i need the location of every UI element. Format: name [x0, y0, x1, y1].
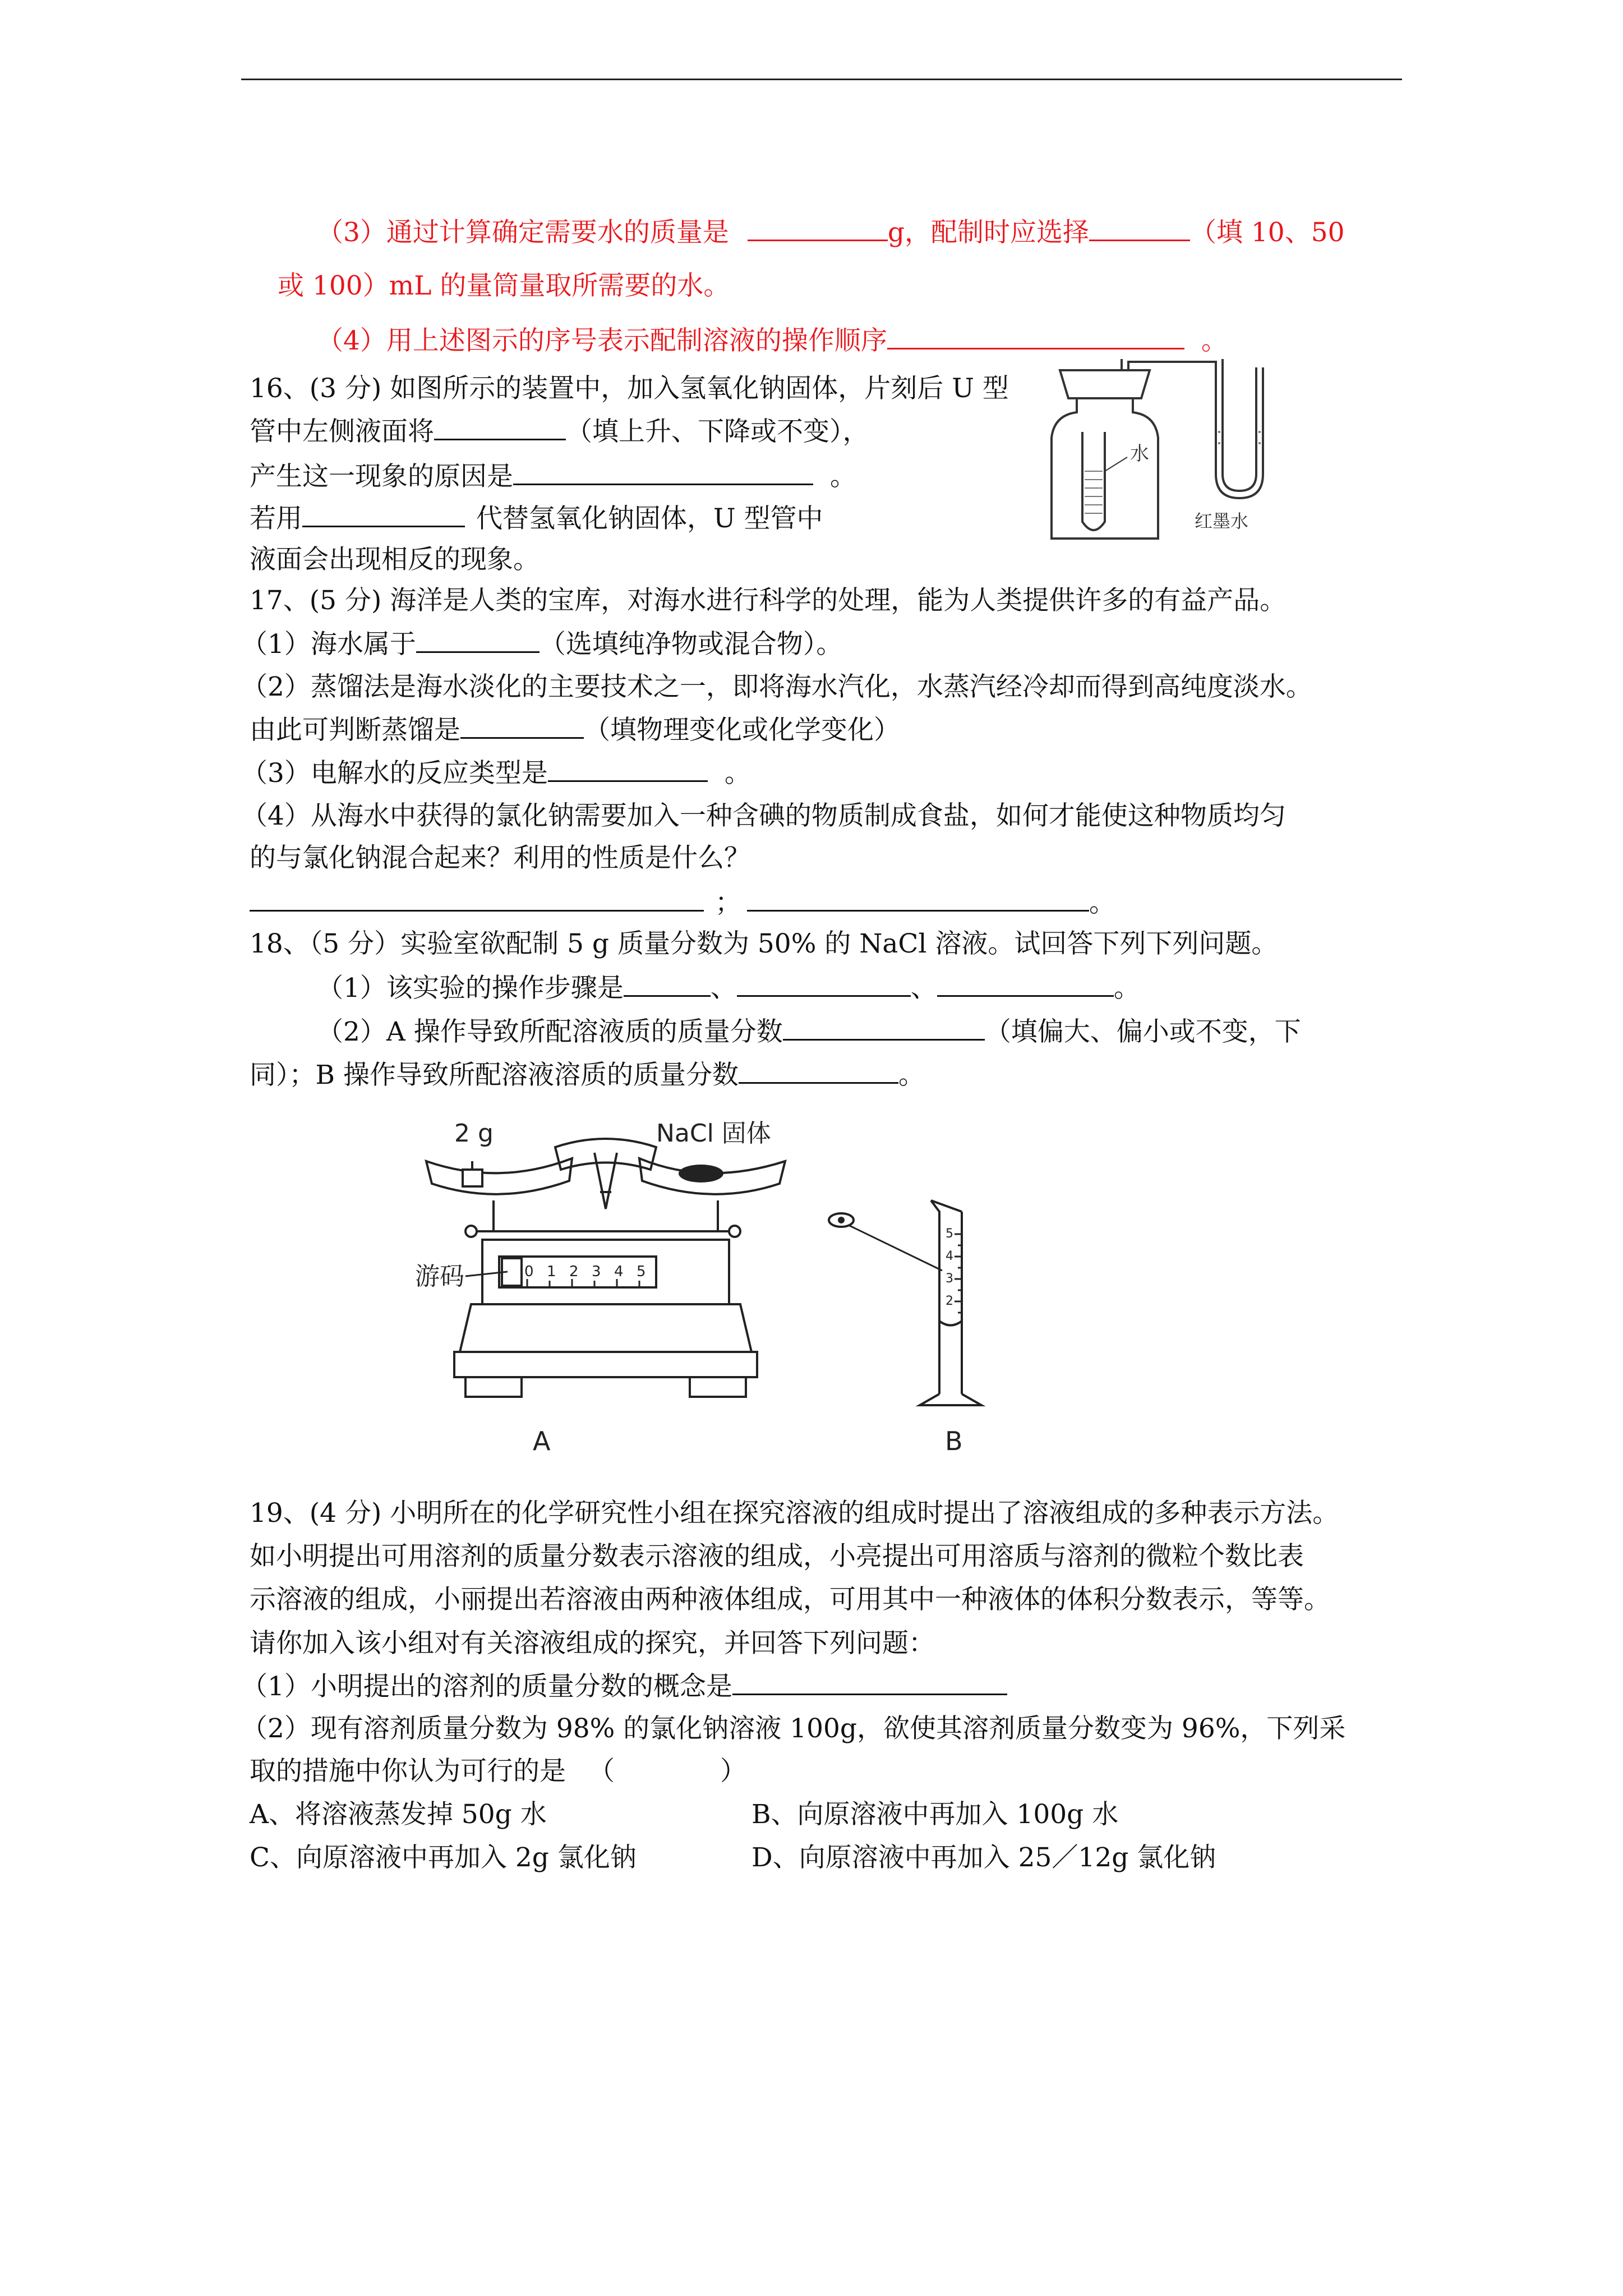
q19-line3: 示溶液的组成，小丽提出若溶液由两种液体组成，可用其中一种液体的体积分数表示，等等。 [250, 1584, 1330, 1615]
weight-2g [463, 1170, 482, 1186]
q18-l4-text: 同）；B 操作导致所配溶液溶质的质量分数 [250, 1060, 739, 1091]
q19-answer-paren[interactable]: （ ） [588, 1756, 746, 1787]
answer-blank[interactable] [624, 970, 711, 997]
q18-line3 [317, 1014, 1301, 1049]
q17-line7: 的与氯化钠混合起来？利用的性质是什么？ [250, 843, 750, 873]
water-label: 水 [1130, 443, 1149, 465]
scale-tick-label: 3 [592, 1263, 601, 1280]
q17-line2 [241, 627, 842, 661]
q17-line3: （2）蒸馏法是海水淡化的主要技术之一，即将海水汽化，水蒸汽经冷却而得到高纯度淡水。 [241, 671, 1312, 702]
q18-line1: 18、（5 分）实验室欲配制 5 g 质量分数为 50% 的 NaCl 溶液。试回答下列下列问题。 [250, 928, 1278, 959]
q18-l2-sep: 、 [710, 973, 737, 1004]
cylinder-mark: 2 [946, 1294, 953, 1308]
graduated-cylinder-figure [819, 1195, 1021, 1464]
q18-l3-text: （2）A 操作导致所配溶液质的质量分数 [317, 1016, 783, 1047]
q17-l8-end: 。 [1089, 887, 1115, 918]
header-rule [241, 79, 1402, 80]
rider-label: 游码 [415, 1262, 464, 1291]
bottle-u-tube-figure [1038, 359, 1273, 550]
q19-l5-text: （1）小明提出的溶剂的质量分数的概念是 [241, 1671, 732, 1702]
q16-l3-end: 。 [830, 461, 856, 492]
q17-l4-text: 由此可判断蒸馏是 [250, 715, 460, 746]
q16-line3 [250, 459, 856, 494]
q19-line6: （2）现有溶剂质量分数为 98% 的氯化钠溶液 100g，欲使其溶剂质量分数变为 96%，下列采 [241, 1713, 1346, 1744]
answer-blank[interactable] [460, 712, 584, 739]
q16-l2-text: 管中左侧液面将 [250, 416, 434, 447]
cylinder-mark: 4 [946, 1249, 953, 1263]
option-b[interactable]: B、向原溶液中再加入 100g 水 [751, 1799, 1119, 1830]
answer-blank[interactable] [513, 459, 813, 485]
q18-l2-sep: 、 [910, 973, 937, 1004]
q17-line4 [250, 712, 900, 747]
q17-line5 [241, 756, 751, 790]
answer-blank[interactable] [739, 1057, 898, 1084]
q19-l7-text: 取的措施中你认为可行的是 [250, 1756, 566, 1787]
answer-blank[interactable] [783, 1014, 985, 1041]
q15-line3-cont: 或 100）mL 的量筒量取所需要的水。 [278, 270, 730, 301]
answer-blank[interactable] [434, 414, 566, 440]
q19-line5 [241, 1669, 1007, 1704]
q15-p3-text3: （填 10、50 [1189, 217, 1345, 248]
answer-blank[interactable] [737, 970, 911, 997]
q16-l3-text: 产生这一现象的原因是 [250, 461, 513, 492]
q18-l2-end: 。 [1113, 973, 1140, 1004]
answer-blank[interactable] [747, 885, 1089, 912]
q15-p3-text: （3）通过计算确定需要水的质量是 [317, 217, 729, 248]
answer-blank[interactable] [416, 627, 540, 653]
q15-line4 [317, 323, 1228, 358]
q18-l4-end: 。 [898, 1060, 925, 1091]
option-a[interactable]: A、将溶液蒸发掉 50g 水 [250, 1799, 547, 1830]
stopper [1060, 370, 1150, 398]
q16-l2-text2: （填上升、下降或不变）， [566, 416, 869, 447]
option-d[interactable]: D、向原溶液中再加入 25／12g 氯化钠 [751, 1842, 1216, 1873]
q16-line2 [250, 414, 869, 449]
q15-p3-text2: g，配制时应选择 [887, 217, 1089, 248]
q15-p4-end: 。 [1201, 325, 1228, 356]
q19-line1: 19、(4 分) 小明所在的化学研究性小组在探究溶液的组成时提出了溶液组成的多种表示方法。 [250, 1498, 1339, 1529]
q15-line3 [317, 215, 1345, 250]
q16-l4-text2: 代替氢氧化钠固体，U 型管中 [476, 503, 823, 534]
weight-label: 2 g [454, 1119, 494, 1148]
q16-line5: 液面会出现相反的现象。 [250, 544, 540, 575]
left-pan [426, 1158, 572, 1194]
nacl-label: NaCl 固体 [656, 1119, 771, 1148]
scale-tick-label: 5 [637, 1263, 646, 1280]
scale-tick-label: 0 [524, 1263, 534, 1280]
q18-l2-text: （1）该实验的操作步骤是 [317, 973, 624, 1004]
red-ink-label: 红墨水 [1195, 510, 1249, 532]
q19-line2: 如小明提出可用溶剂的质量分数表示溶液的组成，小亮提出可用溶质与溶剂的微粒个数比表 [250, 1541, 1304, 1572]
q16-line4 [250, 501, 823, 536]
q17-line8 [250, 885, 1115, 920]
q17-l4-text2: （填物理变化或化学变化） [584, 715, 900, 746]
option-c[interactable]: C、向原溶液中再加入 2g 氯化钠 [250, 1842, 637, 1873]
scale-tick-label: 4 [614, 1263, 624, 1280]
q16-line1: 16、(3 分) 如图所示的装置中，加入氢氧化钠固体，片刻后 U 型 [250, 373, 1009, 404]
cylinder-mark: 3 [946, 1272, 953, 1286]
answer-blank[interactable] [250, 885, 704, 912]
q17-line6: （4）从海水中获得的氯化钠需要加入一种含碘的物质制成食盐，如何才能使这种物质均匀 [241, 800, 1286, 831]
cylinder-mark: 5 [946, 1227, 953, 1241]
nacl-solid-pile [679, 1165, 723, 1182]
q17-line1: 17、(5 分) 海洋是人类的宝库，对海水进行科学的处理，能为人类提供许多的有益产品。 [250, 585, 1287, 616]
q17-l5-end: 。 [724, 758, 751, 789]
scale-tick-label: 2 [569, 1263, 579, 1280]
figure-b-caption: B [945, 1426, 963, 1456]
q18-line4 [250, 1057, 925, 1092]
q17-l5-text: （3）电解水的反应类型是 [241, 758, 548, 789]
answer-blank[interactable] [732, 1669, 1007, 1695]
figure-a-caption: A [533, 1426, 551, 1456]
answer-blank[interactable] [748, 215, 888, 241]
q19-line7 [250, 1755, 746, 1788]
answer-blank[interactable] [548, 756, 708, 782]
q15-p4-text: （4）用上述图示的序号表示配制溶液的操作顺序 [317, 325, 887, 356]
test-tube [1082, 432, 1105, 530]
answer-blank[interactable] [302, 501, 465, 527]
q18-l3-text2: （填偏大、偏小或不变，下 [984, 1016, 1301, 1047]
answer-blank[interactable] [887, 323, 1184, 349]
q17-l2-text: （1）海水属于 [241, 629, 416, 660]
balance-figure [415, 1114, 796, 1467]
q18-line2 [317, 970, 1140, 1005]
scale-tick-label: 1 [547, 1263, 556, 1280]
answer-blank[interactable] [937, 970, 1114, 997]
q17-l8-sep: ； [715, 887, 741, 918]
q16-l4-text: 若用 [250, 503, 302, 534]
q17-l2-text2: （选填纯净物或混合物）。 [539, 629, 843, 660]
q19-line4: 请你加入该小组对有关溶液组成的探究，并回答下列问题： [250, 1628, 935, 1659]
answer-blank[interactable] [1089, 215, 1190, 241]
